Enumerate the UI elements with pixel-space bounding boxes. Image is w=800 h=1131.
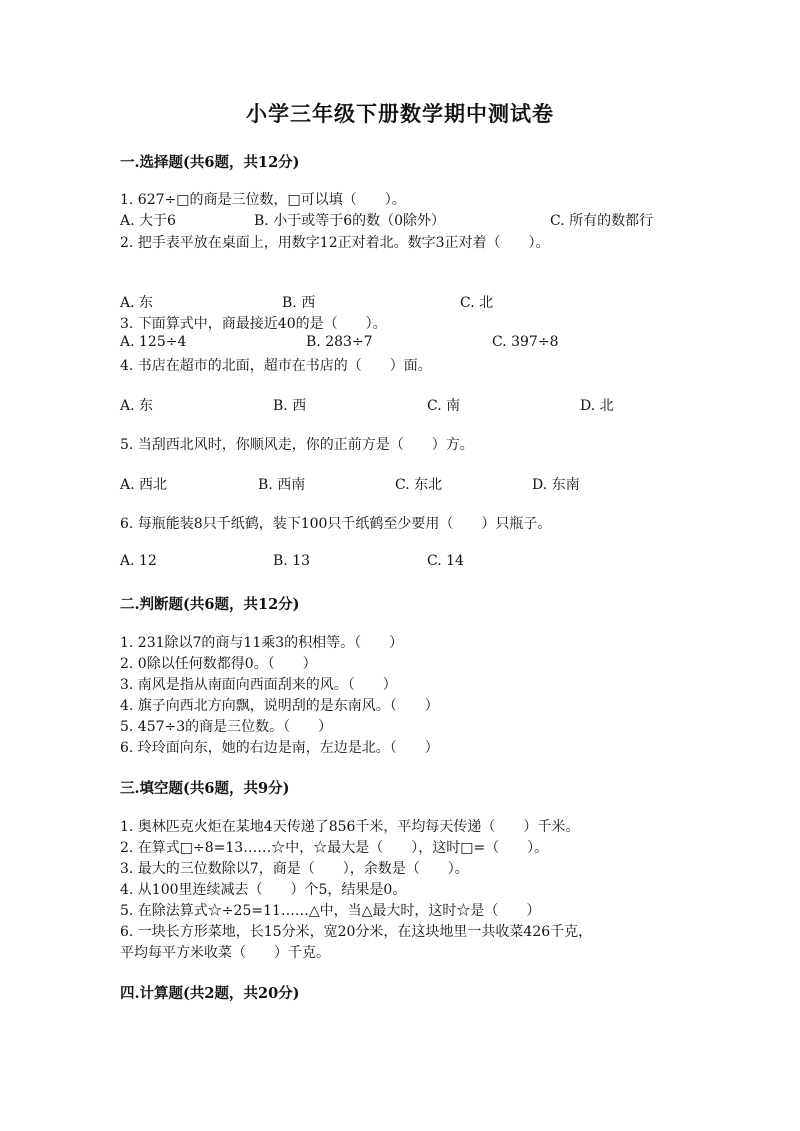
- list-item: 2. 0除以任何数都得0。（ ）: [120, 656, 317, 672]
- section-header-choice: 一.选择题(共6题，共12分): [120, 154, 300, 171]
- list-item: 1. 231除以7的商与11乘3的积相等。（ ）: [120, 635, 404, 651]
- list-item: 6. 玲玲面向东，她的右边是南，左边是北。（ ）: [120, 740, 439, 756]
- question-options: [0, 210, 800, 230]
- question-options: [0, 474, 800, 494]
- option-c: C. 南: [427, 398, 461, 414]
- question-stem: 6. 每瓶能装8只千纸鹤，装下100只千纸鹤至少要用（ ）只瓶子。: [120, 516, 552, 532]
- question-stem: 4. 书店在超市的北面，超市在书店的（ ）面。: [120, 358, 432, 374]
- option-d: D. 东南: [532, 477, 580, 493]
- option-c: C. 北: [460, 295, 494, 311]
- question-options: [0, 292, 800, 312]
- list-item: 4. 旗子向西北方向飘，说明刮的是东南风。（ ）: [120, 698, 439, 714]
- option-c: C. 东北: [395, 477, 443, 493]
- option-c: C. 397÷8: [492, 334, 559, 350]
- question-stem: 2. 把手表平放在桌面上，用数字12正对着北。数字3正对着（ ）。: [120, 235, 550, 251]
- list-item: 6. 一块长方形菜地，长15分米，宽20分米，在这块地里一共收菜426千克，: [120, 924, 593, 940]
- option-a: A. 大于6: [120, 213, 176, 229]
- option-a: A. 西北: [120, 477, 168, 493]
- list-item-continued: 平均每平方米收菜（ ）千克。: [120, 945, 330, 961]
- option-b: B. 西南: [258, 477, 306, 493]
- question-options: [0, 395, 800, 415]
- section-header-calculation: 四.计算题(共2题，共20分): [120, 985, 300, 1002]
- question-options: [0, 334, 800, 354]
- page-title: 小学三年级下册数学期中测试卷: [246, 101, 554, 126]
- option-a: A. 东: [120, 295, 154, 311]
- option-d: D. 北: [580, 398, 614, 414]
- question-stem: 5. 当刮西北风时，你顺风走，你的正前方是（ ）方。: [120, 437, 474, 453]
- option-a: A. 125÷4: [120, 334, 187, 350]
- option-b: B. 小于或等于6的数（0除外）: [254, 213, 446, 229]
- list-item: 2. 在算式□÷8=13……☆中，☆最大是（ ），这时□=（ ）。: [120, 840, 549, 856]
- option-c: C. 所有的数都行: [550, 213, 654, 229]
- option-b: B. 13: [273, 553, 311, 569]
- list-item: 3. 最大的三位数除以7，商是（ ），余数是（ ）。: [120, 861, 469, 877]
- option-b: B. 西: [273, 398, 307, 414]
- list-item: 1. 奥林匹克火炬在某地4天传递了856千米，平均每天传递（ ）千米。: [120, 819, 580, 835]
- list-item: 3. 南风是指从南面向西面刮来的风。（ ）: [120, 677, 397, 693]
- question-stem: 3. 下面算式中，商最接近40的是（ ）。: [120, 316, 387, 332]
- list-item: 5. 在除法算式☆÷25=11……△中，当△最大时，这时☆是（ ）: [120, 903, 541, 919]
- option-b: B. 283÷7: [306, 334, 373, 350]
- section-header-fill-in: 三.填空题(共6题，共9分): [120, 780, 290, 797]
- list-item: 5. 457÷3的商是三位数。（ ）: [120, 719, 333, 735]
- section-header-judgement: 二.判断题(共6题，共12分): [120, 596, 300, 613]
- question-stem: 1. 627÷□的商是三位数，□可以填（ ）。: [120, 192, 406, 208]
- option-a: A. 12: [120, 553, 157, 569]
- list-item: 4. 从100里连续减去（ ）个5，结果是0。: [120, 882, 407, 898]
- option-b: B. 西: [282, 295, 316, 311]
- option-c: C. 14: [427, 553, 464, 569]
- option-a: A. 东: [120, 398, 154, 414]
- question-options: [0, 553, 800, 573]
